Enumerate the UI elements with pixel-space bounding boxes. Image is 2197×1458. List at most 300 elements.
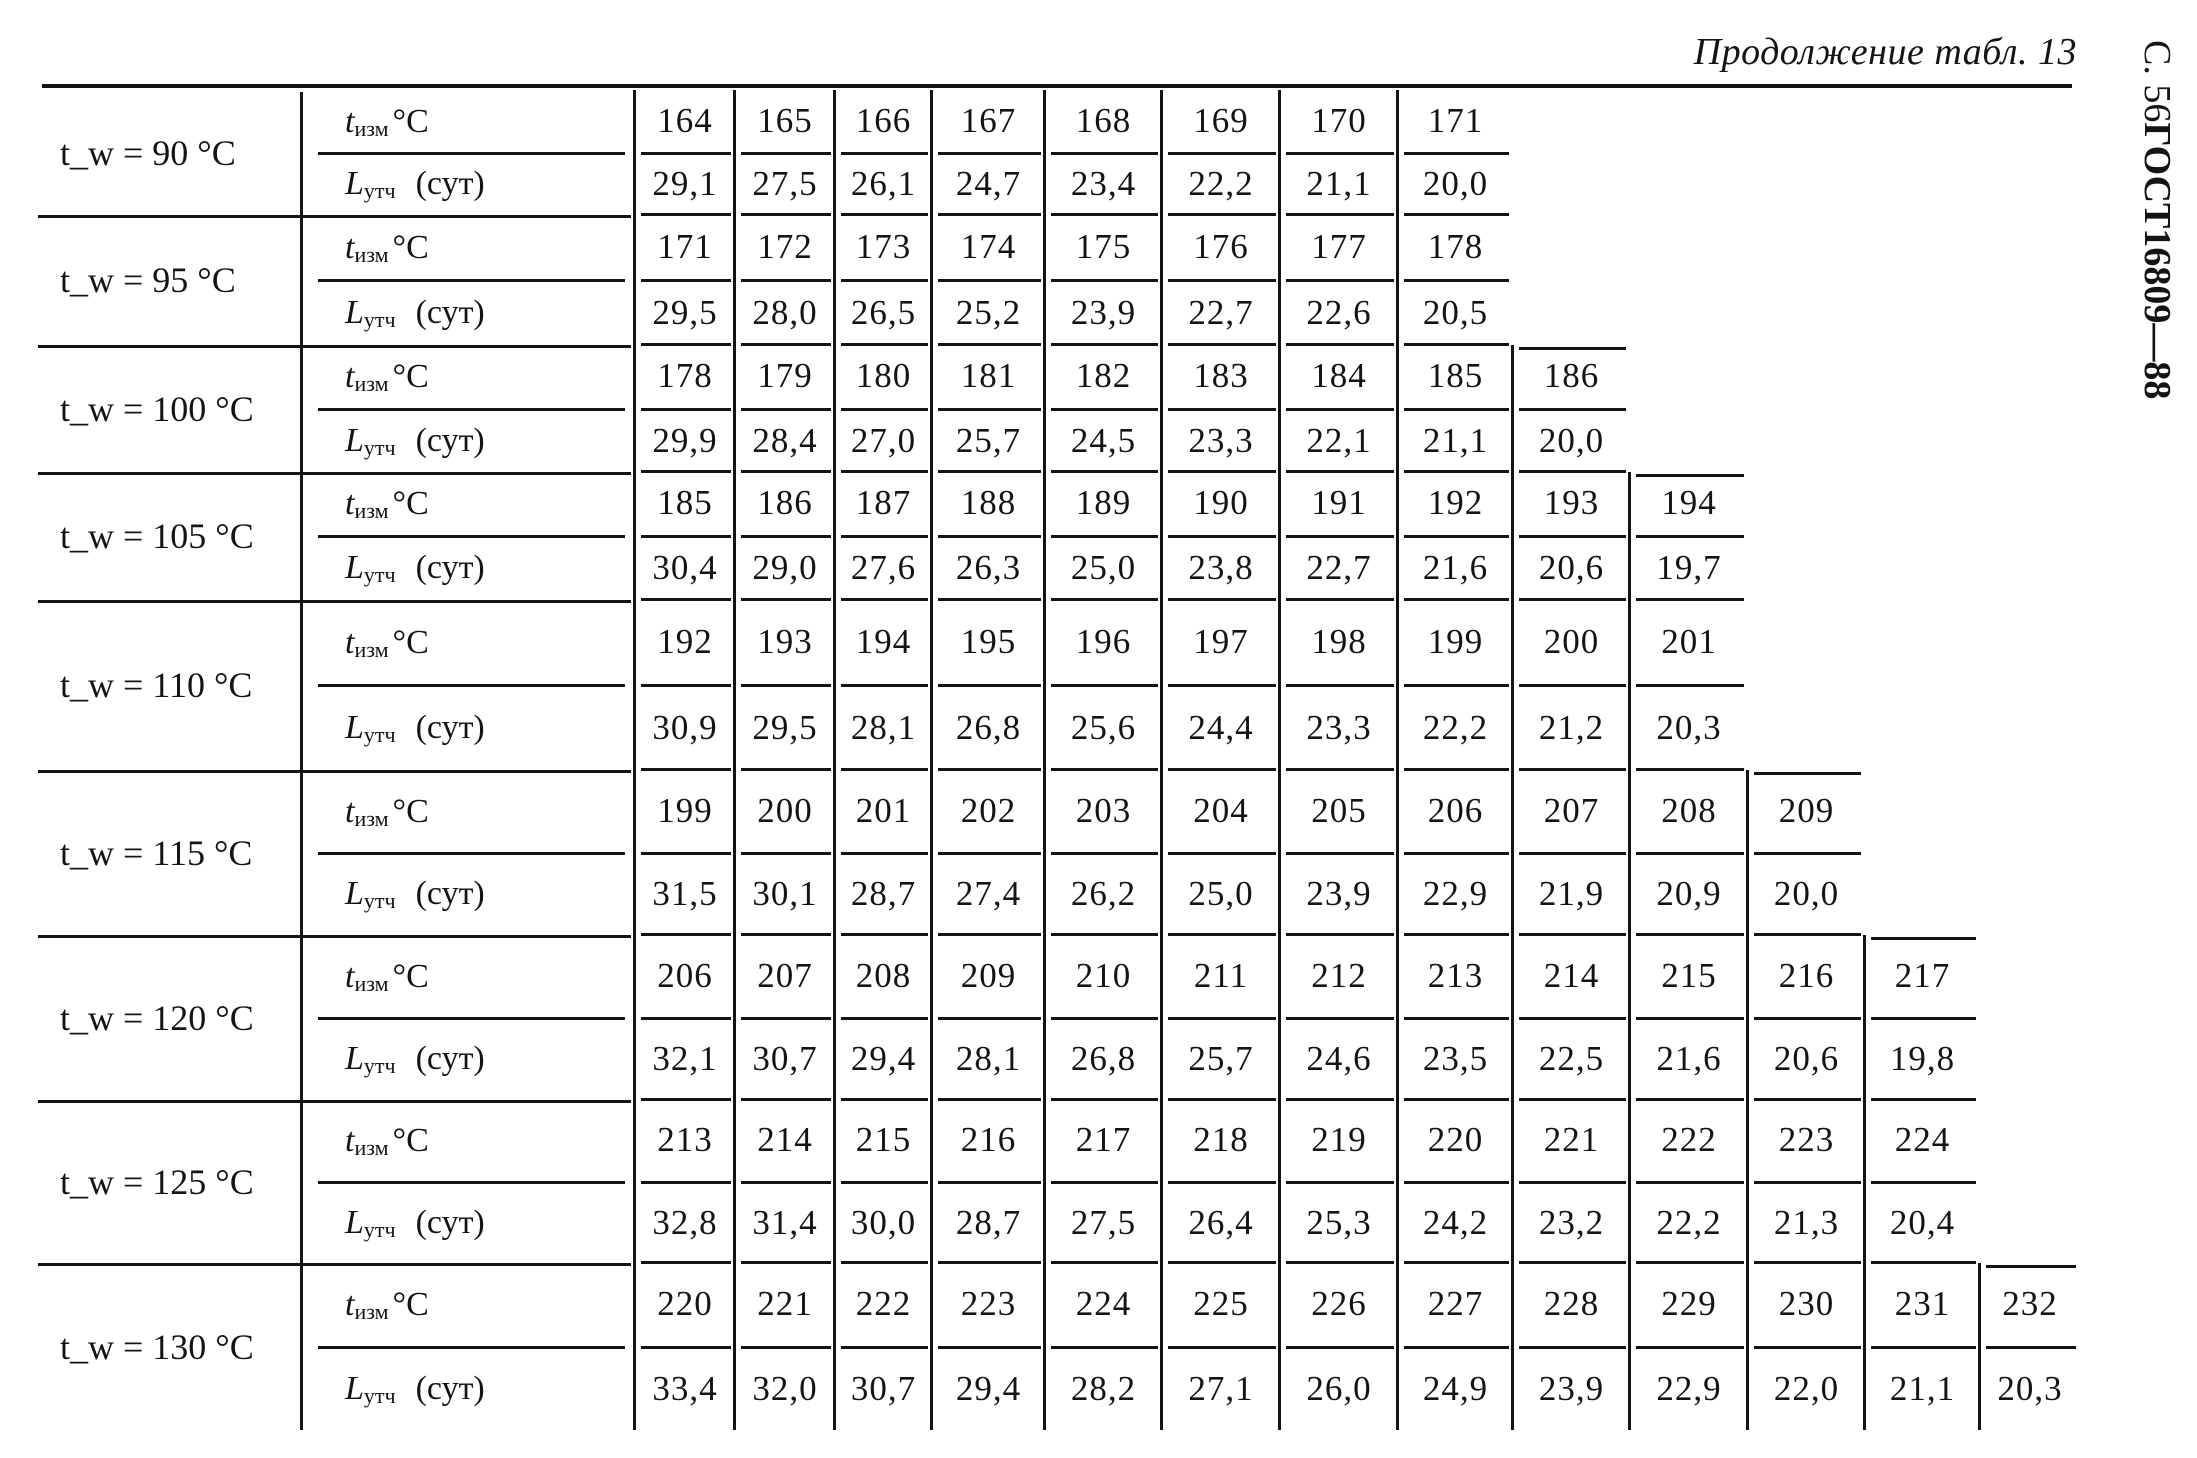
column-rule [1746,770,1749,1430]
cell-t-meas: 206 [657,955,713,995]
cell-t-meas: 167 [960,100,1017,140]
cell-l-remaining: 21,1 [1889,1368,1956,1408]
cell-l-remaining: 23,3 [1306,707,1372,747]
group-divider [38,935,631,938]
cell-l-remaining: 21,2 [1538,707,1605,747]
cell-t-meas: 184 [1311,356,1367,395]
quantity-subscript: утч [363,306,396,332]
quantity-symbol: t [345,228,355,266]
row-label-l-remaining [345,1347,625,1430]
cell-t-meas: 217 [1894,955,1951,995]
quantity-unit: °C [392,485,429,522]
quantity-symbol: L [345,549,364,586]
cell-t-meas: 207 [757,955,813,995]
cell-t-meas: 216 [1778,955,1835,995]
quantity-subscript: утч [363,1053,396,1078]
row-label-l-remaining [345,685,625,770]
cell-l-remaining: 29,4 [850,1039,917,1078]
cell-l-remaining: 20,4 [1889,1202,1956,1242]
column-start-rule [1986,1265,2076,1268]
row-label-l-remaining [345,280,625,345]
cell-l-remaining: 26,1 [850,164,917,203]
cell-l-remaining: 29,9 [652,420,718,460]
table-top-rule [42,84,2072,88]
cell-l-remaining: 23,9 [1070,292,1137,332]
quantity-symbol: t [345,102,355,140]
quantity-symbol: t [345,1286,355,1323]
cell-t-meas: 180 [855,356,912,395]
quantity-subscript: изм [354,1135,389,1160]
cell-t-meas: 201 [1661,621,1717,661]
cell-l-remaining: 20,6 [1538,548,1605,587]
cell-l-remaining: 28,1 [955,1039,1022,1078]
group-label-3: t_w = 105 °C [60,516,254,556]
cell-l-remaining: 26,8 [1070,1039,1137,1078]
quantity-subscript: утч [363,562,396,587]
quantity-subscript: утч [363,434,396,460]
cell-t-meas: 221 [757,1284,813,1323]
cell-l-remaining: 32,8 [652,1202,718,1242]
column-rule [833,90,836,1430]
cell-l-remaining: 29,4 [955,1368,1022,1408]
cell-l-remaining: 28,7 [955,1202,1022,1242]
cell-t-meas: 179 [757,356,813,395]
cell-t-meas: 194 [855,621,912,661]
cell-t-meas: 171 [1427,100,1484,140]
cell-t-meas: 224 [1894,1120,1951,1159]
row-label-t-meas [345,90,625,153]
cell-t-meas: 227 [1427,1284,1484,1323]
quantity-unit: °C [392,1122,429,1159]
quantity-symbol: L [345,165,364,202]
row-divider [318,1181,625,1184]
group-label-5: t_w = 115 °C [60,832,253,873]
cell-l-remaining: 30,1 [752,874,818,913]
cell-t-meas: 205 [1311,790,1367,830]
cell-t-meas: 208 [855,955,912,995]
cell-l-remaining: 28,2 [1070,1368,1137,1408]
quantity-unit: (сут) [415,1203,485,1241]
cell-t-meas: 209 [960,955,1017,995]
quantity-unit: (сут) [415,421,485,459]
cell-l-remaining: 23,2 [1538,1202,1605,1242]
row-label-t-meas [345,215,625,280]
cell-l-remaining: 21,6 [1656,1039,1722,1078]
cell-t-meas: 198 [1311,621,1367,661]
cell-l-remaining: 32,0 [752,1368,818,1408]
cell-t-meas: 169 [1193,100,1249,140]
cell-l-remaining: 22,1 [1306,420,1372,460]
cell-t-meas: 202 [960,790,1017,830]
cell-t-meas: 210 [1075,955,1132,995]
cell-l-remaining: 29,1 [652,164,718,203]
row-label-t-meas [345,345,625,409]
column-start-rule [1636,474,1744,477]
cell-t-meas: 214 [1543,955,1600,995]
cell-t-meas: 166 [855,100,912,140]
quantity-unit: (сут) [415,875,485,912]
cell-t-meas: 172 [757,226,813,266]
cell-t-meas: 174 [960,226,1017,266]
quantity-unit: °C [392,1286,429,1323]
cell-t-meas: 193 [757,621,813,661]
row-divider [318,535,625,538]
cell-l-remaining: 31,4 [752,1202,818,1242]
quantity-subscript: изм [354,371,389,396]
cell-t-meas: 170 [1311,100,1367,140]
cell-l-remaining: 23,9 [1306,874,1372,913]
cell-l-remaining: 27,5 [752,164,818,203]
cell-l-remaining: 25,3 [1306,1202,1372,1242]
quantity-symbol: L [345,875,364,912]
cell-t-meas: 201 [855,790,912,830]
cell-l-remaining: 30,7 [752,1039,818,1078]
quantity-symbol: L [345,293,364,331]
row-label-l-remaining [345,536,625,600]
cell-l-remaining: 30,0 [850,1202,917,1242]
row-label-l-remaining [345,853,625,935]
cell-t-meas: 222 [1661,1120,1717,1159]
group-label-6: t_w = 120 °C [60,997,254,1038]
cell-l-remaining: 21,9 [1538,874,1605,913]
column-rule [930,90,933,1430]
cell-l-remaining: 26,0 [1306,1368,1372,1408]
cell-l-remaining: 28,1 [850,707,917,747]
cell-l-remaining: 22,2 [1188,164,1254,203]
cell-t-meas: 203 [1075,790,1132,830]
cell-t-meas: 204 [1193,790,1249,830]
cell-t-meas: 194 [1661,483,1717,522]
cell-t-meas: 219 [1311,1120,1367,1159]
quantity-subscript: утч [363,178,396,203]
quantity-subscript: изм [354,1299,389,1324]
cell-l-remaining: 27,6 [850,548,917,587]
cell-l-remaining: 29,0 [752,548,818,587]
quantity-symbol: L [345,1203,364,1241]
quantity-symbol: L [345,708,364,746]
column-rule [1511,345,1514,1430]
cell-t-meas: 215 [855,1120,912,1159]
cell-l-remaining: 26,4 [1188,1202,1254,1242]
group-label-1: t_w = 95 °C [60,260,236,300]
cell-l-remaining: 25,6 [1070,707,1137,747]
column-rule [1160,90,1163,1430]
column-rule [633,90,636,1430]
cell-t-meas: 199 [657,790,713,830]
cell-t-meas: 228 [1543,1284,1600,1323]
group-label-0: t_w = 90 °C [60,132,236,173]
cell-t-meas: 213 [1427,955,1484,995]
group-divider [38,1100,631,1103]
cell-l-remaining: 22,6 [1306,292,1372,332]
cell-t-meas: 208 [1661,790,1717,830]
cell-t-meas: 232 [2002,1284,2058,1323]
group-divider [38,600,631,603]
cell-l-remaining: 19,8 [1889,1039,1956,1078]
quantity-unit: °C [392,102,429,140]
cell-l-remaining: 22,9 [1656,1368,1722,1408]
column-rule [1043,90,1046,1430]
cell-t-meas: 214 [757,1120,813,1159]
quantity-symbol: t [345,792,355,830]
group-divider [38,1263,631,1266]
cell-t-meas: 200 [1543,621,1600,661]
cell-l-remaining: 23,3 [1188,420,1254,460]
row-divider [318,684,625,687]
cell-l-remaining: 24,5 [1070,420,1137,460]
row-divider [318,279,625,282]
row-label-t-meas [345,600,625,685]
cell-t-meas: 229 [1661,1284,1717,1323]
cell-t-meas: 220 [657,1284,713,1323]
cell-t-meas: 168 [1075,100,1132,140]
cell-t-meas: 196 [1075,621,1132,661]
cell-t-meas: 222 [855,1284,912,1323]
quantity-subscript: изм [354,805,389,831]
cell-t-meas: 182 [1075,356,1132,395]
quantity-subscript: изм [354,636,389,662]
cell-t-meas: 221 [1543,1120,1600,1159]
quantity-unit: (сут) [415,293,485,331]
cell-t-meas: 186 [757,483,813,522]
cell-l-remaining: 20,6 [1773,1039,1840,1078]
cell-l-remaining: 32,1 [652,1039,718,1078]
cell-t-meas: 217 [1075,1120,1132,1159]
cell-t-meas: 178 [657,356,713,395]
cell-l-remaining: 25,0 [1188,874,1254,913]
row-label-l-remaining [345,409,625,472]
cell-l-remaining: 23,8 [1188,548,1254,587]
row-divider [318,408,625,411]
cell-t-meas: 189 [1075,483,1132,522]
quantity-symbol: t [345,957,355,995]
quantity-subscript: утч [363,721,396,747]
cell-l-remaining: 30,7 [850,1368,917,1408]
quantity-unit: °C [392,228,429,266]
cell-t-meas: 207 [1543,790,1600,830]
quantity-symbol: L [345,1040,364,1077]
quantity-unit: °C [392,358,429,395]
quantity-subscript: изм [354,241,389,267]
cell-t-meas: 173 [855,226,912,266]
quantity-subscript: изм [354,970,389,996]
row-divider [318,152,625,155]
column-rule [1278,90,1281,1430]
cell-l-remaining: 22,2 [1656,1202,1722,1242]
cell-l-remaining: 22,9 [1422,874,1489,913]
cell-l-remaining: 20,0 [1538,420,1605,460]
cell-t-meas: 218 [1193,1120,1249,1159]
group-divider [38,472,631,475]
cell-t-meas: 224 [1075,1284,1132,1323]
column-start-rule [1754,772,1861,775]
cell-l-remaining: 24,4 [1188,707,1254,747]
label-column-rule [300,92,303,1430]
cell-l-remaining: 26,5 [850,292,917,332]
cell-l-remaining: 27,0 [850,420,917,460]
cell-t-meas: 212 [1311,955,1367,995]
cell-l-remaining: 26,8 [955,707,1022,747]
cell-l-remaining: 25,0 [1070,548,1137,587]
cell-l-remaining: 24,6 [1306,1039,1372,1078]
quantity-symbol: L [345,1369,364,1407]
cell-l-remaining: 31,5 [652,874,718,913]
cell-t-meas: 200 [757,790,813,830]
cell-l-remaining: 24,7 [955,164,1022,203]
cell-l-remaining: 27,5 [1070,1202,1137,1242]
cell-l-remaining: 28,0 [752,292,818,332]
cell-l-remaining: 23,9 [1538,1368,1605,1408]
cell-t-meas: 226 [1311,1284,1367,1323]
cell-l-remaining: 21,6 [1422,548,1489,587]
cell-t-meas: 213 [657,1120,713,1159]
cell-l-remaining: 30,9 [652,707,718,747]
quantity-unit: (сут) [415,1040,485,1077]
page-number: С. 56 [2136,40,2178,123]
quantity-symbol: t [345,358,355,395]
cell-l-remaining: 23,5 [1422,1039,1489,1078]
quantity-symbol: L [345,421,364,459]
column-start-rule [1519,347,1626,350]
column-rule [1396,90,1399,1430]
row-label-l-remaining [345,153,625,215]
cell-t-meas: 199 [1427,621,1484,661]
quantity-unit: (сут) [415,1369,485,1407]
cell-t-meas: 193 [1543,483,1600,522]
group-label-4: t_w = 110 °C [60,665,253,705]
cell-l-remaining: 21,1 [1422,420,1489,460]
cell-t-meas: 185 [657,483,713,522]
quantity-unit: (сут) [415,549,485,586]
cell-t-meas: 183 [1193,356,1249,395]
cell-t-meas: 192 [1427,483,1484,522]
row-divider [318,1346,625,1349]
page-header-vertical [2135,40,2179,399]
row-label-t-meas [345,935,625,1018]
column-rule [1628,472,1631,1430]
cell-t-meas: 197 [1193,621,1249,661]
cell-t-meas: 220 [1427,1120,1484,1159]
quantity-subscript: утч [363,1382,396,1408]
cell-l-remaining: 26,2 [1070,874,1137,913]
quantity-symbol: t [345,485,355,522]
cell-l-remaining: 27,4 [955,874,1022,913]
cell-t-meas: 231 [1894,1284,1951,1323]
group-label-2: t_w = 100 °C [60,388,254,429]
cell-l-remaining: 26,3 [955,548,1022,587]
row-label-t-meas [345,1100,625,1182]
cell-l-remaining: 25,2 [955,292,1022,332]
cell-t-meas: 223 [960,1284,1017,1323]
cell-l-remaining: 20,3 [1656,707,1722,747]
cell-l-remaining: 27,1 [1188,1368,1254,1408]
cell-l-remaining: 24,2 [1422,1202,1489,1242]
row-label-t-meas [345,1263,625,1347]
cell-t-meas: 171 [657,226,713,266]
cell-l-remaining: 20,0 [1422,164,1489,203]
quantity-subscript: изм [354,498,389,523]
cell-t-meas: 206 [1427,790,1484,830]
cell-t-meas: 175 [1075,226,1132,266]
group-divider [38,345,631,348]
cell-t-meas: 215 [1661,955,1717,995]
cell-l-remaining: 25,7 [1188,1039,1254,1078]
quantity-symbol: t [345,623,355,661]
cell-t-meas: 186 [1543,356,1600,395]
cell-t-meas: 216 [960,1120,1017,1159]
standard-name: ГОСТ [2136,122,2178,229]
cell-l-remaining: 29,5 [752,707,818,747]
cell-t-meas: 195 [960,621,1017,661]
continuation-caption: Продолжение табл. 13 [1693,31,2077,73]
cell-l-remaining: 30,4 [652,548,718,587]
standard-number: 16809—88 [2136,228,2178,400]
column-start-rule [1871,937,1976,940]
cell-t-meas: 164 [657,100,713,140]
column-rule [1863,935,1866,1430]
quantity-unit: (сут) [415,708,485,746]
row-label-l-remaining [345,1182,625,1263]
cell-t-meas: 177 [1311,226,1367,266]
cell-t-meas: 190 [1193,483,1249,522]
quantity-unit: °C [392,792,429,830]
cell-t-meas: 191 [1311,483,1367,522]
quantity-unit: (сут) [415,165,485,202]
cell-l-remaining: 24,9 [1422,1368,1489,1408]
cell-t-meas: 209 [1778,790,1835,830]
row-divider [318,852,625,855]
group-divider [38,770,631,773]
cell-t-meas: 192 [657,621,713,661]
cell-l-remaining: 21,3 [1773,1202,1840,1242]
row-label-t-meas [345,472,625,536]
group-label-7: t_w = 125 °C [60,1161,254,1202]
cell-l-remaining: 25,7 [955,420,1022,460]
cell-l-remaining: 28,7 [850,874,917,913]
cell-t-meas: 223 [1778,1120,1835,1159]
cell-l-remaining: 20,9 [1656,874,1722,913]
quantity-subscript: изм [354,115,389,141]
cell-l-remaining: 22,7 [1188,292,1254,332]
group-label-8: t_w = 130 °C [60,1326,254,1367]
cell-t-meas: 185 [1427,356,1484,395]
cell-l-remaining: 22,0 [1773,1368,1840,1408]
cell-l-remaining: 29,5 [652,292,718,332]
cell-l-remaining: 22,2 [1422,707,1489,747]
quantity-symbol: t [345,1122,355,1159]
cell-l-remaining: 21,1 [1306,164,1372,203]
cell-l-remaining: 19,7 [1656,548,1722,587]
quantity-subscript: утч [363,888,396,913]
quantity-unit: °C [392,623,429,661]
cell-l-remaining: 20,3 [1997,1368,2063,1408]
cell-t-meas: 188 [960,483,1017,522]
cell-t-meas: 211 [1193,955,1249,995]
cell-t-meas: 225 [1193,1284,1249,1323]
quantity-subscript: утч [363,1216,396,1242]
column-rule [733,90,736,1430]
cell-l-remaining: 22,5 [1538,1039,1605,1078]
cell-l-remaining: 23,4 [1070,164,1137,203]
cell-l-remaining: 20,5 [1422,292,1489,332]
column-rule [1978,1263,1981,1430]
cell-l-remaining: 28,4 [752,420,818,460]
cell-t-meas: 187 [855,483,912,522]
cell-l-remaining: 33,4 [652,1368,718,1408]
cell-l-remaining: 20,0 [1773,874,1840,913]
quantity-unit: °C [392,957,429,995]
cell-t-meas: 176 [1193,226,1249,266]
